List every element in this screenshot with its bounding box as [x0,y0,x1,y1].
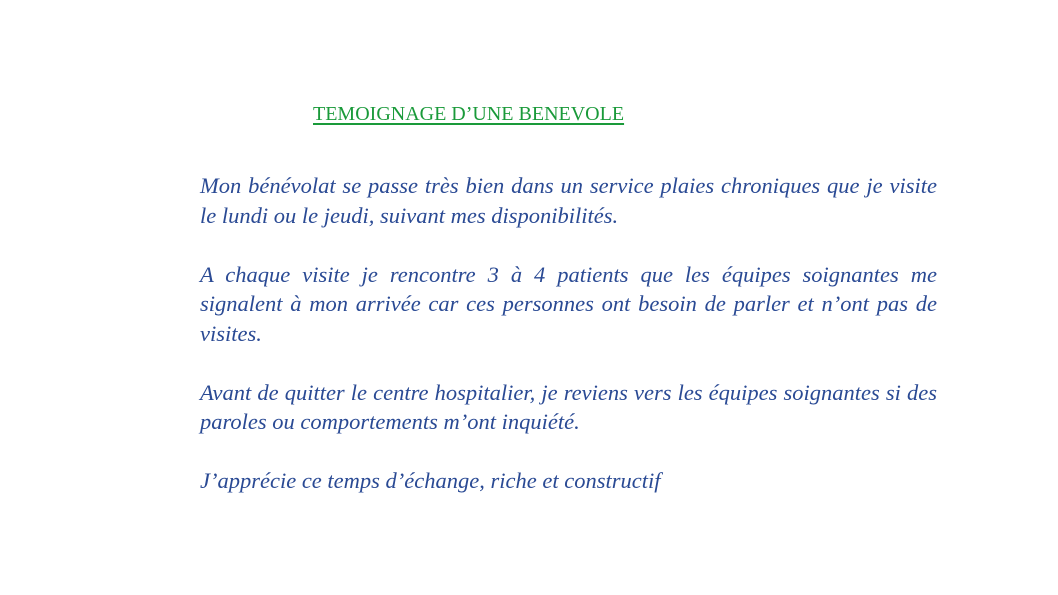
document-title: TEMOIGNAGE D’UNE BENEVOLE [313,103,625,125]
paragraph-leaving: Avant de quitter le centre hospitalier, je reviens vers les équipes soignantes si des paroles ou comportements m’ont inquiété. [200,379,937,434]
paragraph-visits: A chaque visite je rencontre 3 à 4 patients que les équipes soignantes me signalent à mon arrivée car ces personnes ont besoin de parler et n’ont pas de visites. [200,261,937,346]
testimony-body [200,171,937,496]
paragraph-closing: J’apprécie ce temps d’échange, riche et constructif [200,468,661,493]
paragraph-service: Mon bénévolat se passe très bien dans un service plaies chroniques que je visite le lundi ou le jeudi, suivant mes disponibilités. [200,173,937,228]
